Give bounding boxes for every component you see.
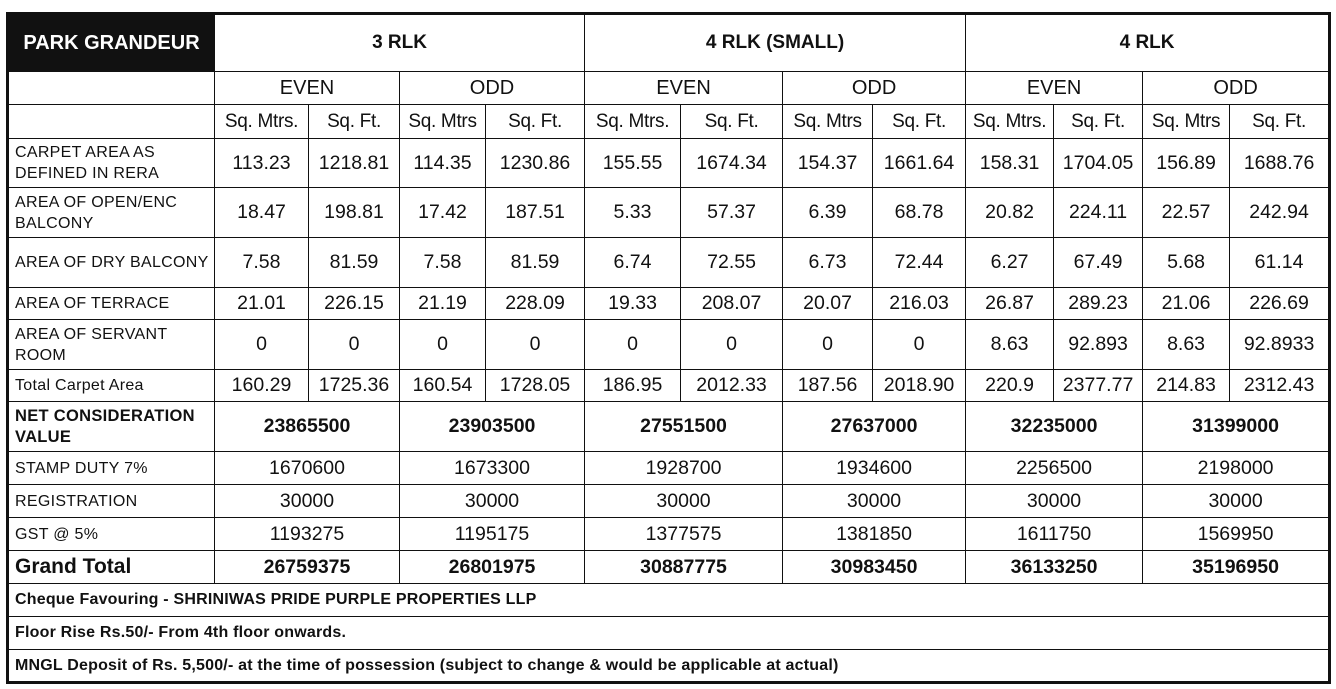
area-value-cell: 220.9 (966, 370, 1054, 402)
cost-value-cell: 27551500 (585, 402, 783, 452)
note-mngl-deposit: MNGL Deposit of Rs. 5,500/- at the time of possession (subject to change & would be applicable at actual) (8, 650, 1330, 683)
row-label: GST @ 5% (8, 518, 215, 551)
area-value-cell: 21.19 (400, 288, 486, 320)
cost-value-cell: 1670600 (215, 452, 400, 485)
cost-value-cell: 1934600 (783, 452, 966, 485)
price-sheet (6, 12, 1328, 684)
area-value-cell: 242.94 (1230, 188, 1330, 238)
area-value-cell: 1230.86 (486, 139, 585, 188)
row-label: CARPET AREA AS DEFINED IN RERA (8, 139, 215, 188)
area-row (8, 320, 1330, 370)
area-value-cell: 6.27 (966, 238, 1054, 288)
area-value-cell: 26.87 (966, 288, 1054, 320)
cost-value-cell: 1381850 (783, 518, 966, 551)
area-value-cell: 208.07 (681, 288, 783, 320)
subgroup-even: EVEN (585, 72, 783, 105)
area-value-cell: 17.42 (400, 188, 486, 238)
area-value-cell: 2377.77 (1054, 370, 1143, 402)
area-value-cell: 5.33 (585, 188, 681, 238)
area-value-cell: 22.57 (1143, 188, 1230, 238)
area-row (8, 139, 1330, 188)
area-value-cell: 8.63 (966, 320, 1054, 370)
grand-total-cell: 30983450 (783, 551, 966, 584)
row-label: STAMP DUTY 7% (8, 452, 215, 485)
cost-value-cell: 30000 (966, 485, 1143, 518)
area-value-cell: 226.69 (1230, 288, 1330, 320)
area-value-cell: 289.23 (1054, 288, 1143, 320)
area-value-cell: 20.82 (966, 188, 1054, 238)
area-row (8, 370, 1330, 402)
area-value-cell: 1725.36 (309, 370, 400, 402)
area-value-cell: 1218.81 (309, 139, 400, 188)
unit-header: Sq. Mtrs. (966, 105, 1054, 139)
area-value-cell: 0 (783, 320, 873, 370)
cost-value-cell: 2198000 (1143, 452, 1330, 485)
cost-row (8, 452, 1330, 485)
area-value-cell: 8.63 (1143, 320, 1230, 370)
area-value-cell: 0 (681, 320, 783, 370)
subgroup-odd: ODD (400, 72, 585, 105)
cost-row (8, 402, 1330, 452)
area-value-cell: 214.83 (1143, 370, 1230, 402)
area-value-cell: 226.15 (309, 288, 400, 320)
area-rows (8, 139, 1330, 402)
area-value-cell: 81.59 (486, 238, 585, 288)
header-row-subgroups (8, 72, 1330, 105)
unit-header: Sq. Mtrs. (215, 105, 309, 139)
area-value-cell: 1688.76 (1230, 139, 1330, 188)
unit-header: Sq. Mtrs (400, 105, 486, 139)
cost-value-cell: 31399000 (1143, 402, 1330, 452)
area-value-cell: 114.35 (400, 139, 486, 188)
area-value-cell: 1674.34 (681, 139, 783, 188)
header-row-units (8, 105, 1330, 139)
area-value-cell: 5.68 (1143, 238, 1230, 288)
cost-rows (8, 402, 1330, 584)
area-value-cell: 72.55 (681, 238, 783, 288)
area-value-cell: 92.8933 (1230, 320, 1330, 370)
unit-header: Sq. Ft. (486, 105, 585, 139)
area-value-cell: 81.59 (309, 238, 400, 288)
area-value-cell: 186.95 (585, 370, 681, 402)
cost-value-cell: 23865500 (215, 402, 400, 452)
blank-cell (8, 105, 215, 139)
area-value-cell: 154.37 (783, 139, 873, 188)
unit-header: Sq. Mtrs (1143, 105, 1230, 139)
subgroup-even: EVEN (966, 72, 1143, 105)
note-row (8, 617, 1330, 650)
grand-total-cell: 26759375 (215, 551, 400, 584)
area-row (8, 238, 1330, 288)
cost-value-cell: 1611750 (966, 518, 1143, 551)
area-value-cell: 6.39 (783, 188, 873, 238)
cost-value-cell: 23903500 (400, 402, 585, 452)
area-value-cell: 198.81 (309, 188, 400, 238)
row-label: Total Carpet Area (8, 370, 215, 402)
area-value-cell: 158.31 (966, 139, 1054, 188)
pricing-table (6, 12, 1331, 684)
area-value-cell: 1728.05 (486, 370, 585, 402)
unit-header: Sq. Mtrs. (585, 105, 681, 139)
subgroup-odd: ODD (783, 72, 966, 105)
area-value-cell: 21.01 (215, 288, 309, 320)
area-value-cell: 228.09 (486, 288, 585, 320)
cost-value-cell: 30000 (215, 485, 400, 518)
cost-value-cell: 32235000 (966, 402, 1143, 452)
area-value-cell: 68.78 (873, 188, 966, 238)
cost-value-cell: 1569950 (1143, 518, 1330, 551)
area-value-cell: 2018.90 (873, 370, 966, 402)
area-value-cell: 1661.64 (873, 139, 966, 188)
area-value-cell: 6.74 (585, 238, 681, 288)
grand-total-label: Grand Total (8, 551, 215, 584)
area-value-cell: 19.33 (585, 288, 681, 320)
unit-header: Sq. Ft. (873, 105, 966, 139)
cost-value-cell: 30000 (400, 485, 585, 518)
area-value-cell: 7.58 (215, 238, 309, 288)
area-value-cell: 6.73 (783, 238, 873, 288)
area-value-cell: 61.14 (1230, 238, 1330, 288)
group-4rlk-small: 4 RLK (SMALL) (585, 14, 966, 72)
area-value-cell: 20.07 (783, 288, 873, 320)
cost-value-cell: 1673300 (400, 452, 585, 485)
area-value-cell: 187.51 (486, 188, 585, 238)
grand-total-cell: 26801975 (400, 551, 585, 584)
unit-header: Sq. Ft. (1230, 105, 1330, 139)
row-label: AREA OF SERVANT ROOM (8, 320, 215, 370)
grand-total-cell: 35196950 (1143, 551, 1330, 584)
cost-value-cell: 1193275 (215, 518, 400, 551)
note-floor-rise: Floor Rise Rs.50/- From 4th floor onwards. (8, 617, 1330, 650)
area-value-cell: 0 (873, 320, 966, 370)
area-value-cell: 21.06 (1143, 288, 1230, 320)
area-value-cell: 113.23 (215, 139, 309, 188)
row-label: AREA OF TERRACE (8, 288, 215, 320)
area-value-cell: 0 (585, 320, 681, 370)
note-row (8, 650, 1330, 683)
subgroup-even: EVEN (215, 72, 400, 105)
area-value-cell: 2312.43 (1230, 370, 1330, 402)
area-value-cell: 57.37 (681, 188, 783, 238)
row-label: AREA OF OPEN/ENC BALCONY (8, 188, 215, 238)
unit-header: Sq. Ft. (309, 105, 400, 139)
cost-value-cell: 30000 (585, 485, 783, 518)
cost-row (8, 551, 1330, 584)
cost-value-cell: 1928700 (585, 452, 783, 485)
area-value-cell: 0 (215, 320, 309, 370)
area-value-cell: 1704.05 (1054, 139, 1143, 188)
note-row (8, 584, 1330, 617)
cost-row (8, 518, 1330, 551)
area-value-cell: 2012.33 (681, 370, 783, 402)
group-4rlk: 4 RLK (966, 14, 1330, 72)
grand-total-cell: 30887775 (585, 551, 783, 584)
cost-value-cell: 2256500 (966, 452, 1143, 485)
cost-value-cell: 1377575 (585, 518, 783, 551)
row-label: REGISTRATION (8, 485, 215, 518)
cost-value-cell: 30000 (783, 485, 966, 518)
subgroup-odd: ODD (1143, 72, 1330, 105)
unit-header: Sq. Ft. (681, 105, 783, 139)
area-value-cell: 155.55 (585, 139, 681, 188)
area-row (8, 188, 1330, 238)
cost-value-cell: 30000 (1143, 485, 1330, 518)
area-value-cell: 216.03 (873, 288, 966, 320)
area-value-cell: 160.54 (400, 370, 486, 402)
unit-header: Sq. Mtrs (783, 105, 873, 139)
area-value-cell: 187.56 (783, 370, 873, 402)
row-label: AREA OF DRY BALCONY (8, 238, 215, 288)
area-value-cell: 0 (486, 320, 585, 370)
row-label: NET CONSIDERATION VALUE (8, 402, 215, 452)
area-value-cell: 224.11 (1054, 188, 1143, 238)
area-value-cell: 67.49 (1054, 238, 1143, 288)
blank-cell (8, 72, 215, 105)
note-cheque: Cheque Favouring - SHRINIWAS PRIDE PURPLE PROPERTIES LLP (8, 584, 1330, 617)
area-value-cell: 92.893 (1054, 320, 1143, 370)
area-value-cell: 0 (400, 320, 486, 370)
area-value-cell: 72.44 (873, 238, 966, 288)
area-value-cell: 7.58 (400, 238, 486, 288)
unit-header: Sq. Ft. (1054, 105, 1143, 139)
area-value-cell: 18.47 (215, 188, 309, 238)
area-row (8, 288, 1330, 320)
cost-value-cell: 1195175 (400, 518, 585, 551)
project-title: PARK GRANDEUR (8, 14, 215, 72)
group-3rlk: 3 RLK (215, 14, 585, 72)
grand-total-cell: 36133250 (966, 551, 1143, 584)
header-row-groups (8, 14, 1330, 72)
area-value-cell: 0 (309, 320, 400, 370)
cost-row (8, 485, 1330, 518)
cost-value-cell: 27637000 (783, 402, 966, 452)
area-value-cell: 160.29 (215, 370, 309, 402)
area-value-cell: 156.89 (1143, 139, 1230, 188)
